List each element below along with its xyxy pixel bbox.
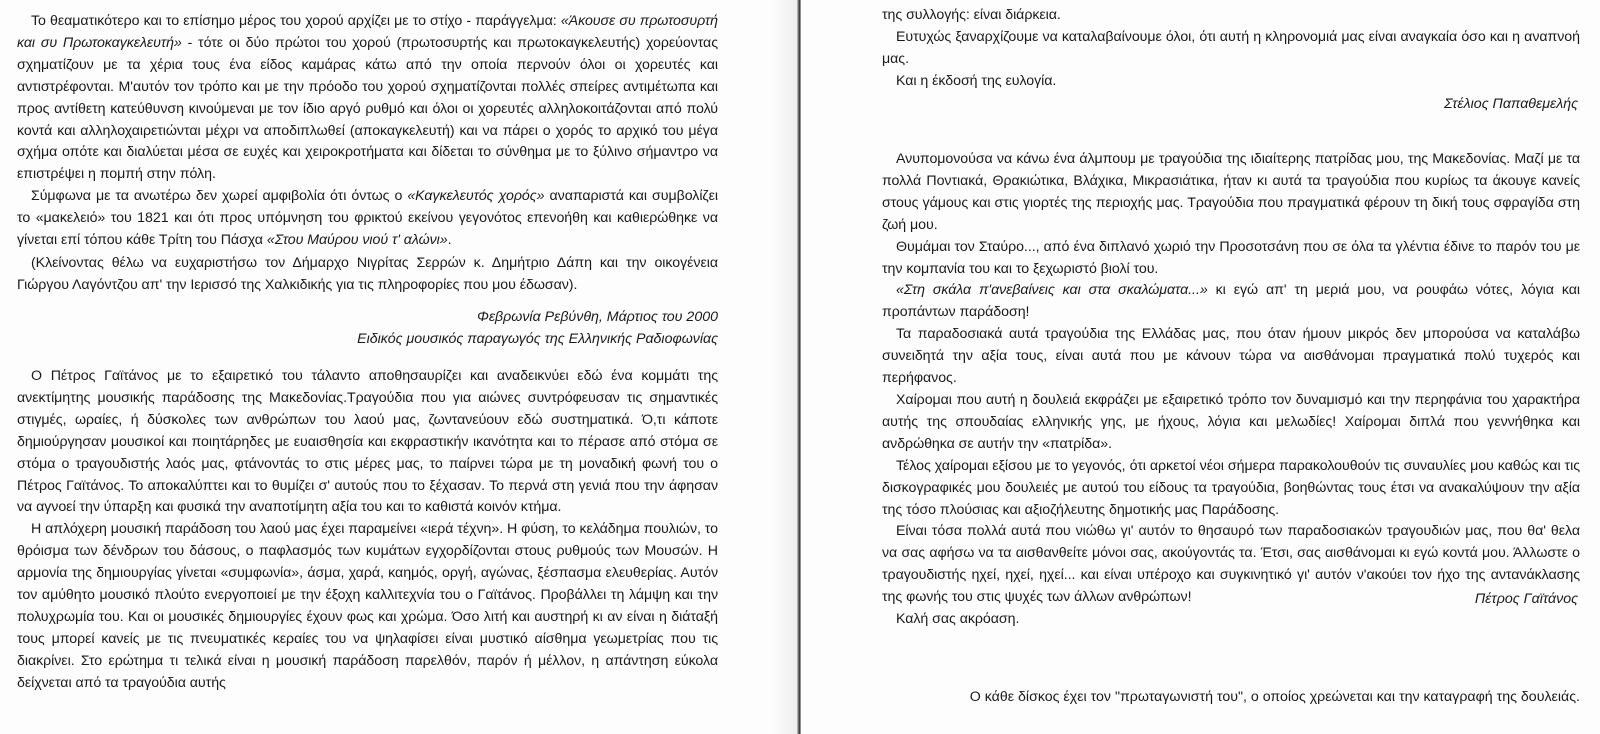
author-signature-papathemelis: Στέλιος Παπαθεμελής — [1444, 96, 1578, 112]
kagkeleftos-dance-text — [17, 11, 718, 252]
paragraph — [882, 390, 1580, 456]
page-fold-shadow — [770, 0, 798, 734]
text-run: αναπαριστά και συμβολίζει το «μακελειό» του 1821 και ότι προς υπόμνηση του φρικτού εκείνου γεγονότος επενοήθη και καθιερώθηκε να γίνεται επί τόπου κάθε Τρίτη του Πάσχα — [17, 188, 719, 249]
text-run: Θυμάμαι τον Σταύρο..., από ένα διπλανό χωριό την Προσοτσάνη που σε όλα τα γλέντια έδινε το παρόν του με την κομπανία του και το ξεχωριστό βιολί του. — [882, 238, 1580, 277]
gaitanos-personal-note — [882, 149, 1580, 631]
text-run: Το θεαματικότερο και το επίσημο μέρος του χορού αρχίζει με το στίχο - παράγγελμα: — [31, 13, 561, 29]
text-run: Τα παραδοσιακά αυτά τραγούδια της Ελλάδας μας, που όταν ήμουν μικρός δεν μπορούσα να καταλάβω συνειδητά την αξία τους, είναι αυτά που με κάνουν τώρα να αισθάνομαι πραγματικά πολύ τυχερός και περήφανος. — [882, 326, 1580, 387]
signature-name-date: Φεβρωνία Ρεβύνθη, Μάρτιος του 2000 — [476, 309, 718, 325]
author-signature-revynthi — [118, 307, 718, 351]
signature-title: Ειδικός μουσικός παραγωγός της Ελληνικής Ραδιοφωνίας — [357, 330, 718, 347]
quoted-phrase: «Στη σκάλα π'ανεβαίνεις και στα σκαλώματα...» — [896, 282, 1208, 299]
paragraph: Ο Πέτρος Γαϊτάνος με το εξαιρετικό του τάλαντο αποθησαυρίζει και αναδεικνύει εδώ ένα κομμάτι της ανεκτίμητης μουσικής παράδοσης της Μακεδονίας.Τραγούδια που για αιώνες συντρόφευσαν τις σημαντικές στιγμές, ωραίες, ή δύσκολες των ανθρώπων του λαού μας, ζωντανεύουν εδώ συστηματικά. Ό,τι κάποτε δημιούργησαν μουσικοί και ποιητάρηδες με ευαισθησία και εκφραστικήν ικανότητα και το πέρασε από στόμα σε στόμα ο τραγουδιστής λαός μας, φτάνοντάς το στις μέρες μας, το παίρνει τώρα με τη μοναδική φωνή του ο Πέτρος Γαϊτάνος. Το αποκαλύπτει και το θυμίζει σ' αυτούς που το ξέχασαν. Το περνά στη γενιά που την άφησαν να αγνοεί την ύπαρξη και φυσικά την αναποτίμητη αξία του και το καθιστά κοινόν κτήμα. — [17, 368, 718, 516]
papathemelis-text-continued — [882, 5, 1580, 93]
quoted-phrase: «Άκουσε συ πρωτοσυρτή και συ Πρωτοκαγκελευτή» — [17, 13, 718, 51]
quoted-phrase: «Στου Μαύρου νιού τ' αλώνι» — [266, 232, 448, 249]
quoted-phrase: «Καγκελευτός χορός» — [407, 188, 545, 205]
paragraph — [17, 11, 718, 186]
paragraph — [882, 456, 1580, 522]
paragraph: Η απλόχερη μουσική παράδοση του λαού μας έχει παραμείνει «ιερά τέχνη». Η φύση, το κελάδημα πουλιών, το θρόισμα των δένδρων του δάσους, ο παφλασμός των κυμάτων εγχορδίζονται στους ρυθμούς των Μουσών. Η αρμονία της δημιουργίας γίνεται «συμφωνία», άσμα, χαρά, καημός, οργή, αγώνας, ξέσπασμα ελευθερίας. Αυτόν τον αμύθητο μουσικό πλούτο ενεργοποιεί με την έξοχη καλλιτεχνία του ο Γαϊτάνος. Προβάλλει τη λάμψη και την πολυχρωμία του. Και οι μουσικές δημιουργίες έχουν φως και χρώμα. Όσο λιτή και αυστηρή κι αν είναι η διάταξή τους μπορεί κανείς με τις πνευματικές κεραίες του να ψηλαφίσει είναι μυστικό αίσθημα γεωμετρίας που τις διακρίνει. Στο ερώτημα τι τελικά είναι η μουσική παράδοση παρελθόν, παρόν ή μέλλον, η απάντηση εύκολα δείχνεται από τα τραγούδια αυτής — [17, 521, 718, 691]
author-signature-gaitanos: Πέτρος Γαϊτάνος — [1474, 591, 1578, 607]
paragraph: της συλλογής: είναι διάρκεια. — [882, 7, 1061, 23]
paragraph — [17, 186, 718, 252]
right-page — [800, 0, 1600, 734]
text-run: Χαίρομαι που αυτή η δουλειά εκφράζει με εξαιρετικό τρόπο τον δυναμισμό και την περηφάνια του χαρακτήρα αυτής της σπουδαίας ελληνικής γης, με ήχους, λόγια και μελωδίες! Χαίρομαι διπλά που γεννήθηκα και ανδρώθηκα σε αυτήν την «πατρίδα». — [882, 391, 1580, 452]
paragraph — [882, 237, 1580, 281]
acknowledgement-paragraph: (Κλείνοντας θέλω να ευχαριστήσω τον Δήμαρχο Νιγρίτας Σερρών κ. Δημήτριο Δάπη και την οικογένεια Γιώργου Λαγόντζου απ' την Ιερισσό της Χαλκιδικής για τις πληροφορίες που μου έδωσαν). — [17, 255, 718, 293]
text-run: Καλή σας ακρόαση. — [896, 611, 1020, 628]
paragraph — [882, 149, 1580, 237]
paragraph — [882, 280, 1580, 324]
gaitanos-introduction-text — [17, 366, 718, 695]
text-run: Τέλος χαίρομαι εξίσου με το γεγονός, ότι αρκετοί νέοι σήμερα παρακολουθούν τις συναυλίες μου καθώς και τις δισκογραφικές μου δουλειές με αυτού του είδους τα τραγούδια, βοηθώντας τους έτσι να ανακαλύψουν την αξία της τόσο πλούσιας και αξιοζήλευτης δημοτικής μας Παράδοσης. — [882, 457, 1580, 518]
paragraph — [882, 609, 1580, 631]
acknowledgement-text — [17, 253, 718, 297]
text-run: Είναι τόσα πολλά αυτά που νιώθω γι' αυτόν το θησαυρό των παραδοσιακών τραγουδιών μας, που θα' θελα να σας αφήσω να τα αισθανθείτε μόνοι σας, ακούγοντάς τα. Έτσι, σας αισθάνομαι κι εγώ κοντά μου. Άλλωστε ο τραγουδιστής ηχεί, ηχεί, ηχεί... και είναι υπέροχο και συγκινητικό γι' αυτόν ν'ακούει τον ήχο της αντανάκλασης της φωνής του στις ψυχές των άλλων ανθρώπων! — [882, 523, 1580, 606]
paragraph: Ευτυχώς ξαναρχίζουμε να καταλαβαίνουμε όλοι, ότι αυτή η κληρονομιά μας είναι αναγκαία όσο και η αναπνοή μας. — [882, 28, 1580, 67]
text-run: Σύμφωνα με τα ανωτέρω δεν χωρεί αμφιβολία ότι όντως ο — [31, 188, 408, 205]
text-run: - τότε οι δύο πρώτοι του χορού (πρωτοσυρτής και πρωτοκαγκελευτής) χορεύοντας σχηματίζουν με τα χέρια τους ένα είδος καμάρας κάτω από την οποία περνούν όλοι οι χορευτές και αντιστρέφονται. Μ'αυτόν τον τρόπο και με την πρόοδο του χορού σχηματίζονται πολλές σπείρες αντιμέτωπα και προς αντίθετη κατεύθυνση κινούμεναι με τον ίδιο αργό ρυθμό και όλοι οι χορευτές αλληλοκοιτάζονται από πολύ κοντά και αλληλοχαιρετιώνται μέχρι να αποδιπλωθεί (αποκαγκελευτή) και να πάρει ο χορός το αρχικό του μέγα σχήμα οπότε και διαλύεται μέσα σε ευχές και χειροκροτήματα και δίδεται το σύνθημα με το ξύλινο σήμαντρο να επιστρέψει η πομπή στην πόλη. — [17, 34, 719, 183]
paragraph — [882, 324, 1580, 390]
page-fold — [797, 0, 801, 734]
text-run: κι εγώ απ' τη μεριά μου, να ρουφάω νότες, λόγια και προπάντων παράδοση! — [882, 282, 1580, 321]
closing-statement: Ο κάθε δίσκος έχει τον "πρωταγωνιστή του", ο οποίος χρεώνεται και την καταγραφή της δουλειάς. — [969, 689, 1580, 705]
paragraph: Και η έκδοσή της ευλογία. — [896, 72, 1057, 89]
text-run: Ανυπομονούσα να κάνω ένα άλμπουμ με τραγούδια της ιδιαίτερης πατρίδας μου, της Μακεδονίας. Μαζί με τα πολλά Ποντιακά, Θρακιώτικα, Βλάχικα, Μικρασιάτικα, ήταν κι αυτά τα τραγούδια που κυρίως τα άκουγε κανείς στους γάμους και στις γιορτές της περιοχής μας. Τραγούδια που πραγματικά φέρουν τη δική τους σφραγίδα στη ζωή μου. — [882, 151, 1580, 233]
text-run: . — [447, 232, 452, 249]
